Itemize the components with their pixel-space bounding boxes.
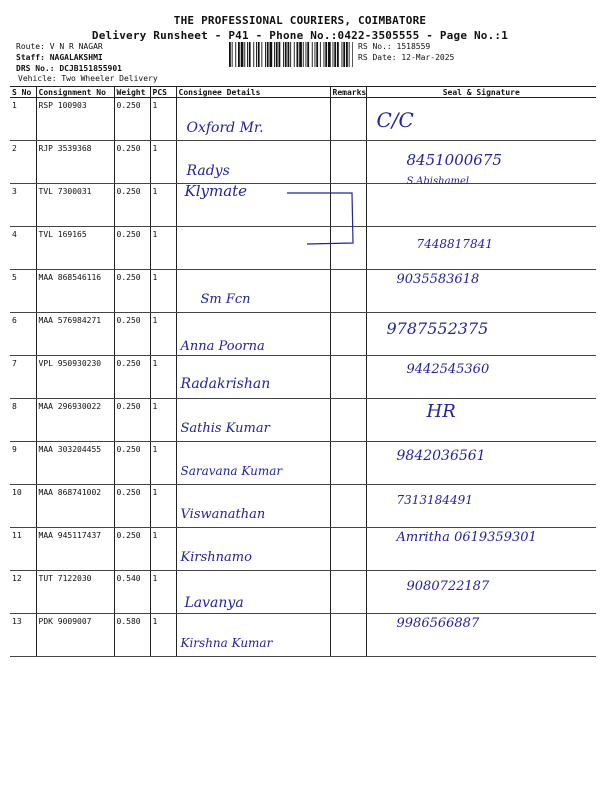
cell-signature	[366, 528, 596, 571]
cell-consignment: VPL 950930230	[36, 356, 114, 399]
barcode-image	[229, 42, 353, 67]
signature-handwriting: 7448817841	[416, 237, 493, 251]
cell-signature	[366, 571, 596, 614]
cell-pcs: 1	[150, 184, 176, 227]
cell-remarks	[330, 98, 366, 141]
cell-consignment: MAA 303204455	[36, 442, 114, 485]
cell-consignment: PDK 9009007	[36, 614, 114, 657]
table-row	[10, 270, 596, 313]
consignee-handwriting: Saravana Kumar	[180, 464, 283, 478]
table-row	[10, 184, 596, 227]
cell-weight: 0.250	[114, 270, 150, 313]
cell-pcs: 1	[150, 270, 176, 313]
cell-signature	[366, 176, 596, 227]
signature-handwriting: 9842036561	[396, 448, 486, 464]
cell-weight: 0.250	[114, 528, 150, 571]
cell-signature	[366, 485, 596, 528]
consignee-handwriting: Viswanathan	[180, 507, 266, 522]
rs-date: RS Date: 12-Mar-2025	[358, 53, 455, 62]
cell-pcs: 1	[150, 313, 176, 356]
cell-weight: 0.250	[114, 399, 150, 442]
delivery-table	[10, 86, 596, 657]
table-row	[10, 98, 596, 141]
cell-signature	[366, 98, 596, 141]
signature-handwriting: 9442545360	[406, 362, 490, 377]
cell-pcs: 1	[150, 399, 176, 442]
cell-remarks	[330, 399, 366, 442]
col-signature: Seal & Signature	[366, 87, 596, 98]
vehicle-label: Vehicle: Two Wheeler Delivery	[18, 74, 158, 83]
cell-consignee	[176, 141, 330, 184]
cell-sno: 8	[10, 399, 36, 442]
cell-signature	[366, 270, 596, 313]
table-row	[10, 485, 596, 528]
cell-signature	[366, 313, 596, 356]
cell-consignment: RJP 3539368	[36, 141, 114, 184]
cell-pcs: 1	[150, 98, 176, 141]
cell-consignee	[176, 313, 330, 356]
consignee-handwriting: Anna Poorna	[180, 339, 265, 354]
cell-remarks	[330, 270, 366, 313]
cell-weight: 0.250	[114, 485, 150, 528]
cell-sno: 12	[10, 571, 36, 614]
cell-consignee	[176, 614, 330, 657]
drs-number: DRS No.: DCJB151855901	[16, 64, 122, 73]
cell-consignee	[176, 184, 330, 227]
cell-pcs: 1	[150, 442, 176, 485]
cell-signature	[366, 356, 596, 399]
cell-consignee	[176, 98, 330, 141]
col-weight: Weight	[114, 87, 150, 98]
cell-remarks	[330, 227, 366, 270]
table-row	[10, 528, 596, 571]
signature-handwriting: C/C	[376, 108, 414, 132]
table-row	[10, 614, 596, 657]
consignee-handwriting: Radakrishan	[180, 376, 271, 392]
table-row	[10, 356, 596, 399]
cell-weight: 0.250	[114, 313, 150, 356]
cell-weight: 0.250	[114, 141, 150, 184]
cell-consignment: TUT 7122030	[36, 571, 114, 614]
cell-consignee	[176, 442, 330, 485]
signature-handwriting: HR	[426, 401, 456, 422]
cell-consignment: TVL 7300031	[36, 184, 114, 227]
cell-remarks	[330, 614, 366, 657]
cell-signature	[366, 227, 596, 270]
signature-handwriting: Amritha 0619359301	[396, 530, 537, 545]
cell-signature	[366, 141, 596, 184]
col-remarks: Remarks	[330, 87, 366, 98]
cell-pcs: 1	[150, 528, 176, 571]
consignee-handwriting: Lavanya	[184, 595, 244, 611]
col-consignee: Consignee Details	[176, 87, 330, 98]
cell-consignee	[176, 485, 330, 528]
cell-pcs: 1	[150, 356, 176, 399]
consignee-handwriting: Radys	[186, 163, 230, 179]
cell-sno: 2	[10, 141, 36, 184]
cell-weight: 0.250	[114, 98, 150, 141]
table-row	[10, 313, 596, 356]
company-title: THE PROFESSIONAL COURIERS, COIMBATORE	[173, 14, 427, 27]
cell-weight: 0.540	[114, 571, 150, 614]
consignee-handwriting: Kirshna Kumar	[180, 636, 273, 650]
cell-weight: 0.250	[114, 356, 150, 399]
cell-sno: 6	[10, 313, 36, 356]
table-row	[10, 571, 596, 614]
consignee-handwriting: Klymate	[184, 182, 248, 200]
cell-remarks	[330, 184, 366, 227]
consignee-handwriting: Sathis Kumar	[180, 421, 270, 436]
cell-sno: 3	[10, 184, 36, 227]
signature-handwriting: 9787552375	[386, 319, 489, 338]
cell-sno: 13	[10, 614, 36, 657]
consignee-handwriting: Oxford Mr.	[186, 120, 264, 136]
cell-weight: 0.250	[114, 227, 150, 270]
table-header-row	[10, 87, 596, 98]
cell-consignee	[176, 270, 330, 313]
consignee-handwriting: Kirshnamo	[180, 550, 252, 565]
cell-remarks	[330, 313, 366, 356]
col-consignment: Consignment No	[36, 87, 114, 98]
signature-handwriting: 9986566887	[396, 616, 480, 631]
cell-consignment: MAA 868546116	[36, 270, 114, 313]
cell-consignee	[176, 356, 330, 399]
cell-remarks	[330, 571, 366, 614]
table-row	[10, 442, 596, 485]
cell-sno: 7	[10, 356, 36, 399]
cell-remarks	[330, 442, 366, 485]
cell-consignment: MAA 945117437	[36, 528, 114, 571]
table-row	[10, 227, 596, 270]
cell-remarks	[330, 356, 366, 399]
cell-signature	[366, 614, 596, 657]
cell-sno: 9	[10, 442, 36, 485]
cell-consignee	[176, 571, 330, 614]
cell-pcs: 1	[150, 614, 176, 657]
signature-handwriting: S.Abishamel	[406, 176, 470, 187]
signature-handwriting: 9080722187	[406, 579, 490, 594]
runsheet-subtitle: Delivery Runsheet - P41 - Phone No.:0422-3505555 - Page No.:1	[91, 29, 509, 42]
cell-remarks	[330, 141, 366, 184]
cell-signature	[366, 442, 596, 485]
signature-handwriting: 7313184491	[396, 493, 473, 507]
cell-consignment: TVL 169165	[36, 227, 114, 270]
cell-pcs: 1	[150, 571, 176, 614]
cell-sno: 1	[10, 98, 36, 141]
cell-consignment: MAA 296930022	[36, 399, 114, 442]
cell-consignee	[176, 528, 330, 571]
col-pcs: PCS	[150, 87, 176, 98]
signature-handwriting: 8451000675	[406, 151, 502, 169]
cell-consignment: MAA 576984271	[36, 313, 114, 356]
cell-consignee	[176, 227, 330, 270]
rs-number: RS No.: 1518559	[358, 42, 431, 51]
cell-weight: 0.580	[114, 614, 150, 657]
cell-sno: 10	[10, 485, 36, 528]
cell-pcs: 1	[150, 141, 176, 184]
table-row	[10, 141, 596, 184]
route-label: Route: V N R NAGAR	[16, 42, 103, 51]
cell-consignee	[176, 399, 330, 442]
consignee-handwriting: Sm Fcn	[200, 292, 251, 307]
cell-weight: 0.250	[114, 442, 150, 485]
cell-sno: 4	[10, 227, 36, 270]
staff-label: Staff: NAGALAKSHMI	[16, 53, 103, 62]
cell-weight: 0.250	[114, 184, 150, 227]
col-sno: S No	[10, 87, 36, 98]
cell-consignment: RSP 100903	[36, 98, 114, 141]
cell-remarks	[330, 528, 366, 571]
cell-pcs: 1	[150, 485, 176, 528]
cell-remarks	[330, 485, 366, 528]
signature-handwriting: 9035583618	[396, 272, 480, 287]
table-row	[10, 399, 596, 442]
cell-pcs: 1	[150, 227, 176, 270]
cell-sno: 11	[10, 528, 36, 571]
cell-consignment: MAA 868741002	[36, 485, 114, 528]
cell-signature	[366, 399, 596, 442]
cell-sno: 5	[10, 270, 36, 313]
